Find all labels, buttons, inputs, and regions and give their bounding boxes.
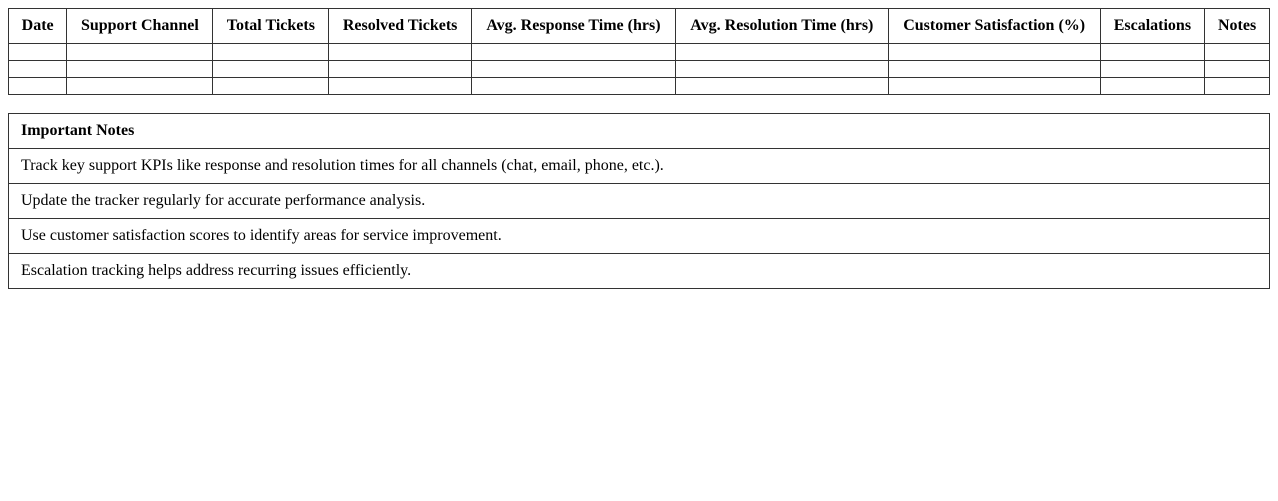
table-cell[interactable] [888, 44, 1100, 61]
table-cell[interactable] [675, 61, 888, 78]
table-row [9, 78, 1270, 95]
note-text: Update the tracker regularly for accurate performance analysis. [9, 184, 1270, 219]
table-cell[interactable] [9, 44, 67, 61]
list-item [9, 254, 1270, 289]
table-cell[interactable] [472, 61, 676, 78]
list-item [9, 149, 1270, 184]
table-cell[interactable] [1100, 61, 1205, 78]
table-cell[interactable] [9, 61, 67, 78]
table-cell[interactable] [472, 44, 676, 61]
notes-title: Important Notes [9, 114, 1270, 149]
table-cell[interactable] [1205, 44, 1270, 61]
note-text: Use customer satisfaction scores to identify areas for service improvement. [9, 219, 1270, 254]
table-cell[interactable] [213, 44, 329, 61]
table-cell[interactable] [213, 78, 329, 95]
table-cell[interactable] [213, 61, 329, 78]
column-header-support-channel: Support Channel [67, 9, 213, 44]
column-header-avg-resolution-time: Avg. Resolution Time (hrs) [675, 9, 888, 44]
table-cell[interactable] [888, 61, 1100, 78]
table-cell[interactable] [67, 78, 213, 95]
table-cell[interactable] [675, 44, 888, 61]
column-header-date: Date [9, 9, 67, 44]
notes-title-row [9, 114, 1270, 149]
note-text: Track key support KPIs like response and resolution times for all channels (chat, email, phone, etc.). [9, 149, 1270, 184]
table-row [9, 61, 1270, 78]
column-header-customer-satisfaction: Customer Satisfaction (%) [888, 9, 1100, 44]
table-cell[interactable] [1100, 44, 1205, 61]
table-cell[interactable] [329, 78, 472, 95]
column-header-resolved-tickets: Resolved Tickets [329, 9, 472, 44]
table-cell[interactable] [472, 78, 676, 95]
table-row [9, 44, 1270, 61]
table-cell[interactable] [1100, 78, 1205, 95]
column-header-avg-response-time: Avg. Response Time (hrs) [472, 9, 676, 44]
table-cell[interactable] [888, 78, 1100, 95]
table-header-row [9, 9, 1270, 44]
table-cell[interactable] [67, 61, 213, 78]
important-notes-table [8, 113, 1270, 289]
table-cell[interactable] [1205, 61, 1270, 78]
table-cell[interactable] [67, 44, 213, 61]
column-header-total-tickets: Total Tickets [213, 9, 329, 44]
table-cell[interactable] [329, 61, 472, 78]
table-cell[interactable] [329, 44, 472, 61]
table-cell[interactable] [9, 78, 67, 95]
note-text: Escalation tracking helps address recurring issues efficiently. [9, 254, 1270, 289]
support-tracker-table [8, 8, 1270, 95]
list-item [9, 219, 1270, 254]
list-item [9, 184, 1270, 219]
table-cell[interactable] [1205, 78, 1270, 95]
column-header-notes: Notes [1205, 9, 1270, 44]
column-header-escalations: Escalations [1100, 9, 1205, 44]
table-cell[interactable] [675, 78, 888, 95]
